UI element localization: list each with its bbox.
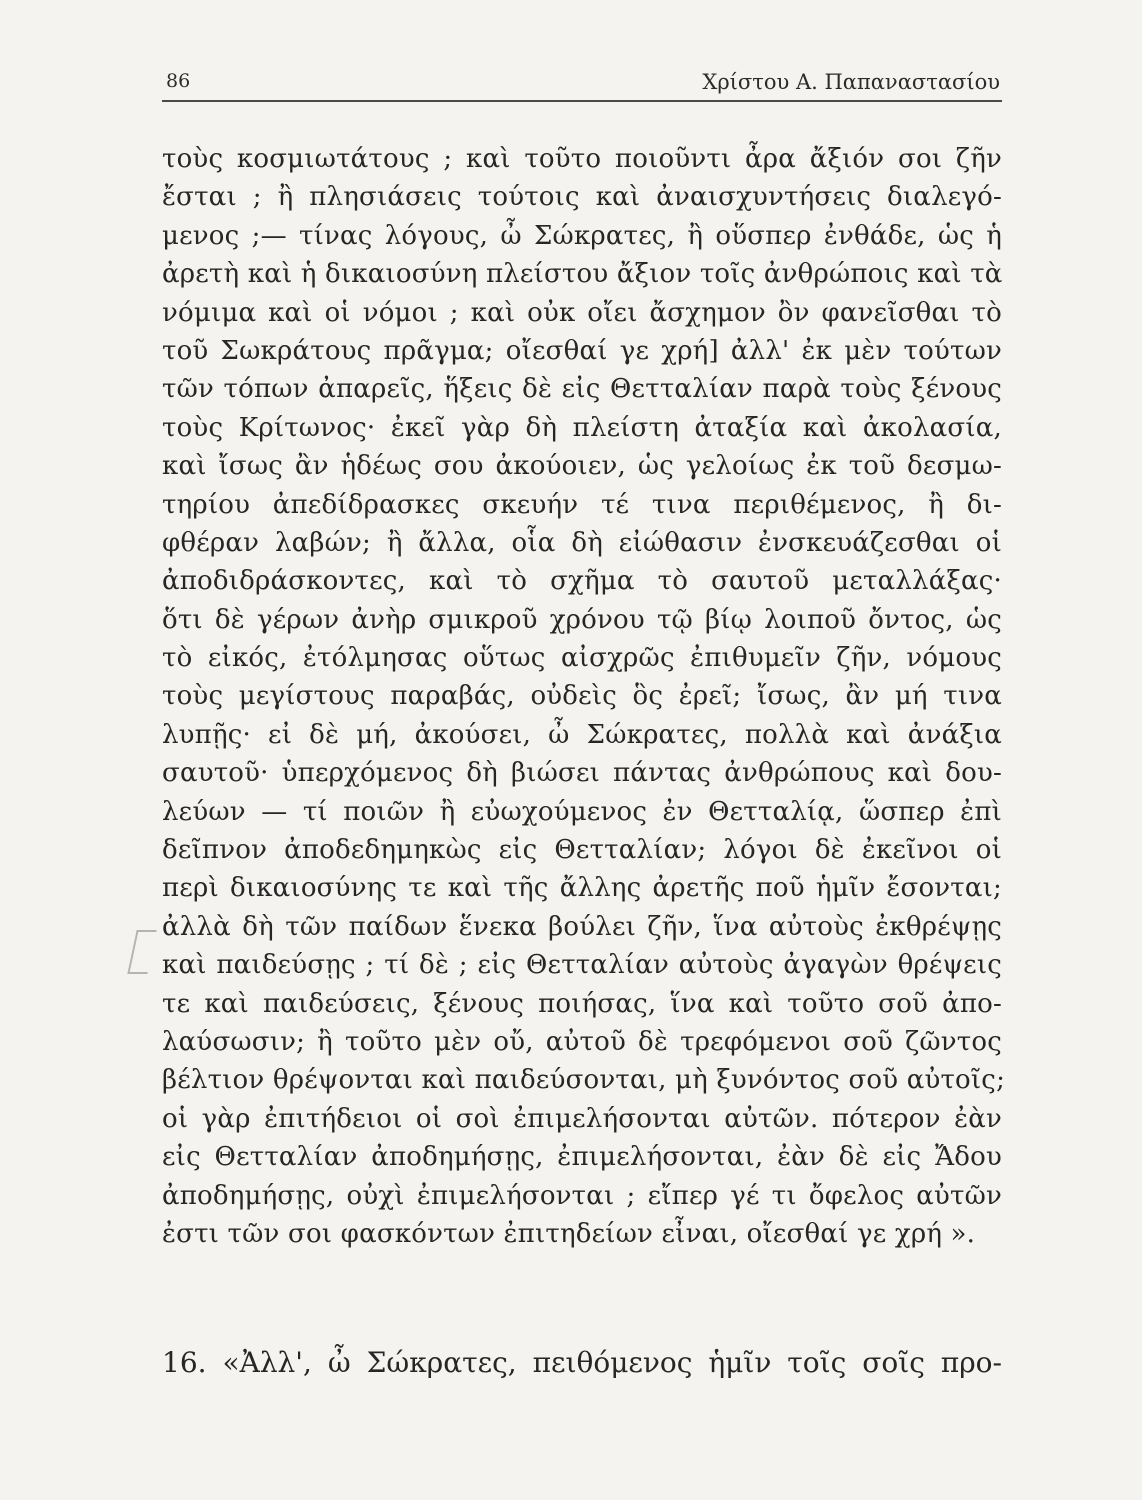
page-number: 86 (166, 70, 191, 92)
text-line: φθέραν λαβών; ἢ ἄλλα, οἷα δὴ εἰώθασιν ἐνσκευάζεσθαι οἱ (162, 527, 1002, 558)
text-line: λαύσωσιν; ἢ τοῦτο μὲν οὔ, αὐτοῦ δὲ τρεφόμενοι σοῦ ζῶντος (162, 1026, 1002, 1057)
text-line: λυπῇς· εἰ δὲ μή, ἀκούσει, ὦ Σώκρατες, πολλὰ καὶ ἀνάξια (162, 719, 1002, 750)
text-line-final: ἐστι τῶν σοι φασκόντων ἐπιτηδείων εἶναι, οἴεσθαί γε χρή ». (162, 1218, 976, 1249)
text-line: ὅτι δὲ γέρων ἀνὴρ σμικροῦ χρόνου τῷ βίῳ λοιποῦ ὄντος, ὡς (162, 604, 1002, 635)
text-line: ἀρετὴ καὶ ἡ δικαιοσύνη πλείστου ἄξιον τοῖς ἀνθρώποις καὶ τὰ (162, 259, 1003, 290)
text-line: ἀλλὰ δὴ τῶν παίδων ἕνεκα βούλει ζῆν, ἵνα αὐτοὺς ἐκθρέψῃς (162, 911, 1002, 942)
text-line: νόμιμα καὶ οἱ νόμοι ; καὶ οὐκ οἴει ἄσχημον ὂν φανεῖσθαι τὸ (162, 297, 1002, 328)
text-line: τοῦ Σωκράτους πρᾶγμα; οἴεσθαί γε χρή] ἀλλ' ἐκ μὲν τούτων (162, 335, 1002, 366)
text-line: σαυτοῦ· ὑπερχόμενος δὴ βιώσει πάντας ἀνθρώπους καὶ δου- (162, 758, 1002, 789)
text-line: τηρίου ἀπεδίδρασκες σκευήν τέ τινα περιθέμενος, ἢ δι- (162, 489, 1002, 520)
margin-bracket-mark (127, 930, 156, 974)
text-line: βέλτιον θρέψονται καὶ παιδεύσονται, μὴ ξυνόντος σοῦ αὐτοῖς; (162, 1065, 1006, 1096)
text-line: τὸ εἰκός, ἐτόλμησας οὕτως αἰσχρῶς ἐπιθυμεῖν ζῆν, νόμους (162, 643, 1002, 674)
text-line: τοὺς κοσμιωτάτους ; καὶ τοῦτο ποιοῦντι ἆρα ἄξιόν σοι ζῆν (162, 144, 1002, 174)
text-line: οἱ γὰρ ἐπιτήδειοι οἱ σοὶ ἐπιμελήσονται αὐτῶν. πότερον ἐὰν (162, 1103, 1002, 1134)
text-line: τοὺς μεγίστους παραβάς, οὐδεὶς ὃς ἐρεῖ; ἴσως, ἂν μή τινα (162, 681, 1002, 712)
text-line: λεύων — τί ποιῶν ἢ εὐωχούμενος ἐν Θετταλίᾳ, ὥσπερ ἐπὶ (162, 796, 1002, 827)
text-line: τοὺς Κρίτωνος· ἐκεῖ γὰρ δὴ πλείστη ἀταξία καὶ ἀκολασία, (162, 412, 1002, 443)
section-16-start: 16. «Ἀλλ', ὦ Σώκρατες, πειθόμενος ἡμῖν τοῖς σοῖς προ- (162, 1346, 1002, 1379)
text-line: τε καὶ παιδεύσεις, ξένους ποιήσας, ἵνα καὶ τοῦτο σοῦ ἀπο- (162, 988, 1002, 1019)
text-line: ἀποδιδράσκοντες, καὶ τὸ σχῆμα τὸ σαυτοῦ μεταλλάξας· (162, 566, 1002, 597)
text-line: μενος ;— τίνας λόγους, ὦ Σώκρατες, ἢ οὕσπερ ἐνθάδε, ὡς ἡ (162, 220, 1002, 251)
text-line: δεῖπνον ἀποδεδημηκὼς εἰς Θετταλίαν; λόγοι δὲ ἐκεῖνοι οἱ (162, 835, 1002, 866)
text-line: περὶ δικαιοσύνης τε καὶ τῆς ἄλλης ἀρετῆς ποῦ ἡμῖν ἔσονται; (162, 873, 1002, 904)
body-text (162, 140, 1006, 1253)
text-line: ἀποδημήσῃς, οὐχὶ ἐπιμελήσονται ; εἴπερ γέ τι ὄφελος αὐτῶν (162, 1180, 1002, 1211)
text-line: καὶ παιδεύσῃς ; τί δὲ ; εἰς Θετταλίαν αὐτοὺς ἀγαγὼν θρέψεις (162, 950, 1002, 981)
text-line: τῶν τόπων ἀπαρεῖς, ἥξεις δὲ εἰς Θετταλίαν παρὰ τοὺς ξένους (162, 374, 1002, 405)
text-line: καὶ ἴσως ἂν ἡδέως σου ἀκούοιεν, ὡς γελοίως ἐκ τοῦ δεσμω- (162, 451, 1002, 482)
text-line: ἔσται ; ἢ πλησιάσεις τούτοις καὶ ἀναισχυντήσεις διαλεγό- (162, 182, 1002, 213)
text-line: εἰς Θετταλίαν ἀποδημήσῃς, ἐπιμελήσονται, ἐὰν δὲ εἰς Ἄδου (162, 1142, 1002, 1173)
page-header (162, 66, 1002, 102)
running-head: Χρίστου Α. Παπαναστασίου (702, 70, 1000, 94)
